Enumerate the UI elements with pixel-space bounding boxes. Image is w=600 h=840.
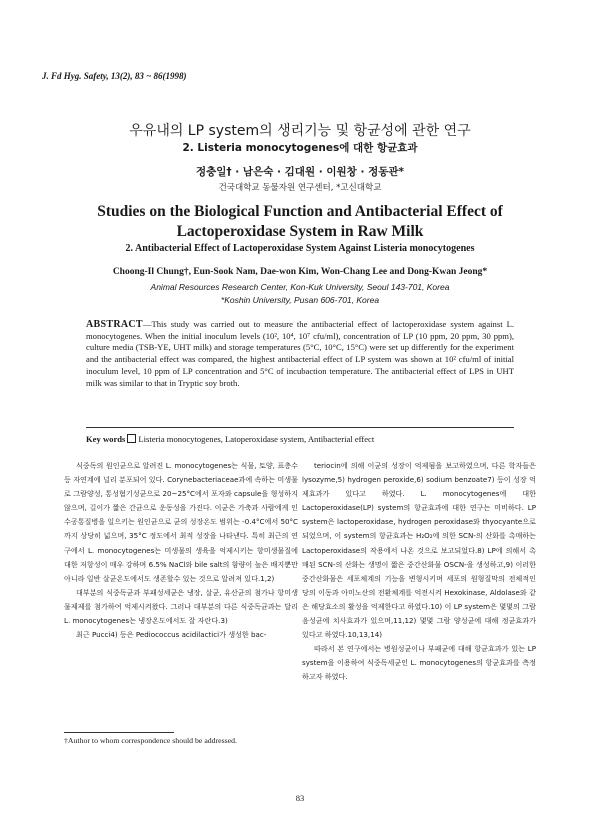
abstract-text: —This study was carried out to measure the antibacterial effect of lactoperoxidase system against L. monocytogenes. When the initial inoculum levels (10², 10⁴, 10⁷ cfu/ml), concentration of LP (10 ppm, 20 ppm, 30 ppm), culture media (TSB-YE, UHT milk) and storage temperatures (5°C, 10°C, 15°C) were set up differently for the experiment and the antibacterial effect was compared, the highest antibacterial effect of LP system was shown at 10² cfu/ml of initial inoculum level, 10 ppm of LP concentration and 5°C of incubaction temperature. The antibacterial effect of LPS in UHT milk was similar to that in Tryptic soy broth. bbox=[86, 319, 514, 388]
footnote: †Author to whom correspondence should be addressed. bbox=[64, 736, 238, 745]
korean-subtitle: 2. Listeria monocytogenes에 대한 항균효과 bbox=[182, 142, 418, 154]
korean-affiliation: 건국대학교 동물자원 연구센터, *고신대학교 bbox=[218, 183, 382, 193]
paragraph: 최근 Pucci4) 등은 Pediococcus acidilactici가 생성한 bac- bbox=[76, 630, 267, 640]
paragraph: teriocin에 의해 이균의 성장이 억제됨을 보고하였으며, 다른 학자들은 lysozyme,5) hydrogen peroxide,6) sodium benzoate7) 등이 성장 억제효과가 있다고 하였다. L. monocytogenes에 대한 Lactoperoxidase(LP) system의 항균효과에 대한 연구는 미비하다. LP system은 lactoperoxidase, hydrogen peroxidase와 thyocyante으로 되었으며, 이 system의 항균효과는 H₂O₂에 의한 SCN-의 산화를 촉매하는 Lactoperoxidase의 작용에서 나온 것으로 보고되었다.8) LP에 의해서 촉매된 SCN-의 산화는 생명이 짧은 중간산화물 OSCN-을 생성하고,9) 이러한 중간산화물은 세포체계의 기능을 변형시키며 세포의 원형질막의 전체적인 당의 이동과 아미노산의 전환체계를 억전시켜 Hexokinase, Aldolase와 같은 해당효소의 활성을 억제한다고 하였다.10) 이 LP system은 몇몇의 그람음성균에 치사효과가 있으며,11,12) 몇몇 그람 양성균에 대해 정균효과가 있다고 하였다.10,13,14) bbox=[302, 461, 536, 640]
journal-citation: J. Fd Hyg. Safety, 13(2), 83 ~ 86(1998) bbox=[42, 71, 187, 81]
keywords-divider bbox=[86, 427, 514, 428]
english-authors: Choong-Il Chung†, Eun-Sook Nam, Dae-won Kim, Won-Chang Lee and Dong-Kwan Jeong* bbox=[112, 267, 488, 277]
keywords-label: Key words bbox=[86, 434, 126, 444]
paragraph: 대부분의 식중독균과 부패성세균은 냉장, 살균, 유산균의 첨가나 항미생물제제를 첨가하여 억제시켜왔다. 그러나 대부분의 다른 식중독균과는 달리 L. monocytogenes는 냉장온도에서도 잘 자란다.3) bbox=[64, 587, 298, 626]
footnote-divider bbox=[64, 732, 174, 733]
english-affiliation bbox=[0, 281, 600, 307]
affiliation-line-2: *Koshin University, Pusan 606-701, Korea bbox=[220, 295, 380, 305]
abstract-label: ABSTRACT bbox=[86, 319, 143, 330]
keywords bbox=[86, 434, 374, 444]
body-column-right bbox=[302, 459, 536, 685]
paragraph: 따라서 본 연구에서는 병원성균이나 부패균에 대해 항균효과가 있는 LP system을 이용하여 식중독세균인 L. monocytogenes의 항균효과를 측정하고자 하였다. bbox=[302, 644, 536, 682]
checkbox-glyph-icon bbox=[127, 434, 136, 443]
body-column-left bbox=[64, 459, 298, 642]
abstract bbox=[86, 319, 514, 389]
affiliation-line-1: Animal Resources Research Center, Kon-Kuk University, Seoul 143-701, Korea bbox=[150, 282, 450, 292]
keywords-text: Listeria monocytogenes, Latoperoxidase system, Antibacterial effect bbox=[138, 434, 375, 444]
english-subtitle: 2. Antibacterial Effect of Lactoperoxidase System Against Listeria monocytogenes bbox=[125, 243, 475, 254]
korean-title: 우유내의 LP system의 생리기능 및 항균성에 관한 연구 bbox=[129, 123, 471, 139]
page-number: 83 bbox=[295, 793, 305, 803]
korean-authors: 정충일† · 남은숙 · 김대원 · 이원창 · 정동관* bbox=[195, 166, 405, 178]
paragraph: 식중독의 원인균으로 알려진 L. monocytogenes는 식물, 토양, 표층수 등 자연계에 널리 분포되어 있다. Corynebacteriaceae과에 속하는 미생물로 그람양성, 통성혐기성균으로 20~25°C에서 포자와 capsule을 형성하지 않으며, 길이가 짧은 간균으로 운동성을 가진다. 이균은 가축과 사람에게 인수공통질병을 일으키는 원인균으로 균의 성장온도 범위는 -0.4°C에서 50°C까지 상당히 넓으며, 35°C 정도에서 최적 성장을 나타낸다. 특히 최근의 연구에서 L. monocytogenes는 미생물의 생육을 억제시키는 항미생물질에 대한 저항성이 매우 강하며 6.5% NaCl와 bile salt의 함량이 높은 배지뿐만 아니라 일반 살균온도에서도 생존할수 있는 것으로 알려져 있다.1,2) bbox=[64, 461, 298, 583]
english-title: Studies on the Biological Function and Antibacterial Effect of Lactoperoxidase System in Raw Milk bbox=[97, 203, 503, 240]
